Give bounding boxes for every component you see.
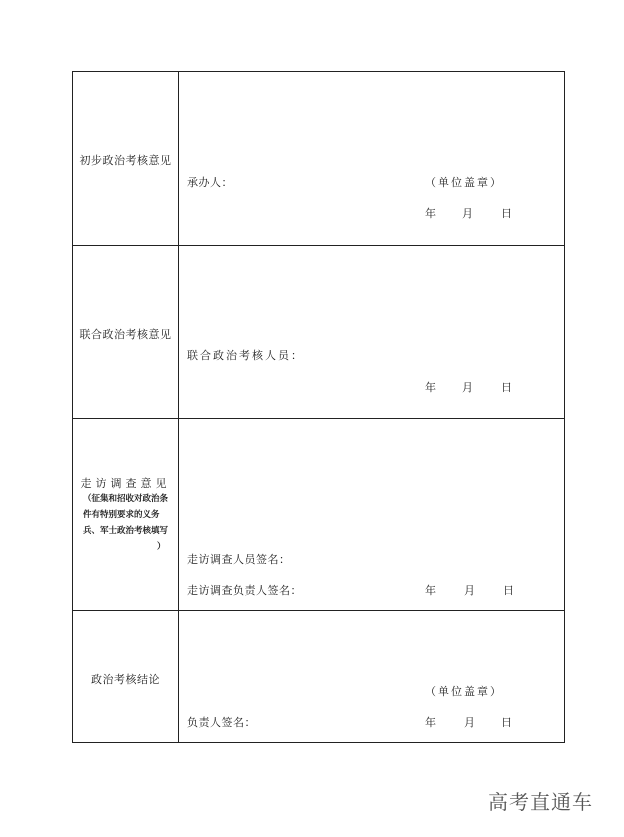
preliminary-review-row [73, 72, 564, 245]
date-day: 日 [503, 584, 515, 597]
date-month: 月 [462, 207, 474, 220]
unit-seal-text: （单位盖章） [425, 685, 503, 698]
political-review-form-table [72, 71, 565, 743]
date-year: 年 [425, 207, 437, 220]
visit-investigation-label: 走访调查意见 [80, 477, 171, 490]
date-day: 日 [501, 207, 513, 220]
date-day: 日 [501, 716, 513, 729]
review-conclusion-row [73, 610, 564, 742]
joint-review-row [73, 245, 564, 418]
handler-label: 承办人： [187, 176, 233, 189]
label-cell [73, 72, 179, 245]
watermark-text: 高考直通车 [488, 790, 593, 814]
unit-seal-text: （单位盖章） [425, 176, 503, 189]
date-month: 月 [464, 584, 476, 597]
investigator-signature-label: 走访调查人员签名： [187, 553, 291, 566]
visit-investigation-note-close: ） [157, 542, 166, 552]
label-cell [73, 611, 179, 742]
investigation-leader-signature-label: 走访调查负责人签名： [187, 584, 302, 597]
date-year: 年 [425, 584, 437, 597]
visit-investigation-row [73, 418, 564, 610]
date-month: 月 [464, 716, 476, 729]
date-year: 年 [425, 716, 437, 729]
visit-investigation-note: （征集和招收对政治条件有特别要求的义务兵、军士政治考核填写 [83, 494, 169, 536]
content-cell [179, 72, 564, 245]
content-cell [179, 611, 564, 742]
content-cell [179, 246, 564, 418]
date-month: 月 [462, 381, 474, 394]
date-year: 年 [425, 381, 437, 394]
joint-review-label: 联合政治考核意见 [79, 328, 172, 341]
preliminary-review-label: 初步政治考核意见 [79, 154, 172, 167]
content-cell [179, 419, 564, 610]
joint-reviewers-label: 联合政治考核人员： [187, 349, 304, 362]
date-day: 日 [501, 381, 513, 394]
label-cell [73, 419, 179, 610]
review-conclusion-label: 政治考核结论 [91, 673, 160, 686]
label-cell [73, 246, 179, 418]
responsible-signature-label: 负责人签名： [187, 716, 256, 729]
